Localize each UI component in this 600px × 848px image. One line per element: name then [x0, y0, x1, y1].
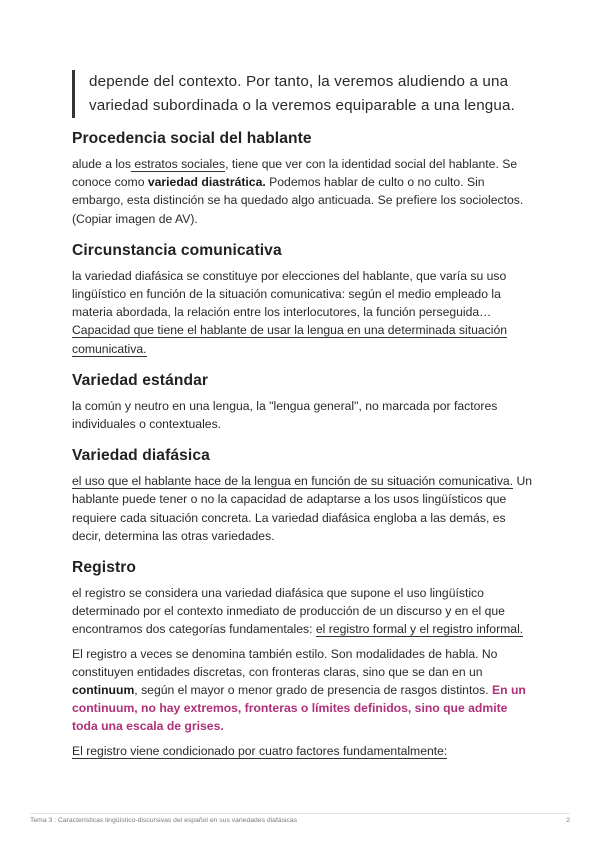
section-paragraph [72, 472, 534, 545]
section-circunstancia [72, 242, 534, 358]
blockquote [72, 70, 559, 118]
footer-title: Tema 3 : Características lingüístico-discursivas del español en sus variedades diafásicas [30, 817, 298, 824]
underlined-lead-in: El registro viene condicionado por cuatro factores fundamentalmente: [72, 743, 448, 758]
section-registro [72, 559, 534, 760]
text-run: alude a los [72, 157, 131, 171]
section-title: Variedad diafásica [72, 447, 210, 465]
page-footer [30, 813, 570, 824]
highlighted-note: En un continuum, no hay extremos, fronteras o límites definidos, sino que admite toda una escala de grises. [72, 683, 526, 734]
section-title: Procedencia social del hablante [72, 130, 312, 147]
section-paragraph [72, 584, 534, 639]
section-title: Circunstancia comunicativa [72, 241, 282, 259]
section-diafasica [72, 447, 534, 545]
section-paragraph: la común y neutro en una lengua, la "lengua general", no marcada por factores individuales o contextuales. [72, 398, 498, 432]
quote-line-1: depende del contexto. Por tanto, la veremos aludiendo a una [89, 73, 509, 90]
text-run: Un hablante puede tener o no la capacidad de adaptarse a los usos lingüísticos que requiere cada situación concreta. La variedad diafásica engloba a las demás, es decir, determina las otras variedades. [72, 474, 533, 543]
text-run: El registro a veces se denomina también estilo. Son modalidades de habla. No constituyen entidades discretas, con fronteras claras, sino que se dan en un [72, 646, 498, 679]
underlined-definition: el uso que el hablante hace de la lengua en función de su situación comunicativa. [72, 474, 514, 489]
text-run: la variedad diafásica se constituye por elecciones del hablante, que varía su uso lingüístico en función de la situación comunicativa: según el medio empleado la materia abordada, la relación entre los interlocutores, la función perseguida… [72, 268, 507, 320]
text-run: el registro se considera una variedad diafásica que supone el uso lingüístico determinado por el contexto inmediato de producción de un discurso y en el que encontramos dos categorías fundamentales: [72, 586, 505, 637]
bold-term: continuum [72, 683, 135, 698]
main-content [72, 130, 534, 774]
section-paragraph [72, 267, 534, 358]
section-title: Variedad estándar [72, 371, 209, 389]
text-run: Podemos hablar de culto o no culto. Sin embargo, esta distinción se ha quedado algo anticuada. Se prefiere los sociolectos. (Copiar imagen de AV). [72, 175, 524, 226]
section-procedencia [72, 130, 534, 228]
quote-line-2: variedad subordinada o la veremos equiparable a una lengua. [89, 97, 515, 114]
section-paragraph [72, 645, 534, 736]
section-estandar [72, 372, 534, 433]
text-run: , según el mayor o menor grado de presencia de rasgos distintos. [134, 683, 492, 698]
underlined-categories: el registro formal y el registro informal. [315, 622, 524, 637]
page-number: 2 [566, 817, 570, 824]
estratos-sociales-link[interactable]: estratos sociales [130, 157, 226, 171]
section-paragraph [72, 155, 534, 228]
section-title: Registro [72, 559, 137, 577]
section-paragraph [72, 742, 534, 760]
bold-term: variedad diastrática. [147, 175, 266, 190]
text-run: , tiene que ver con la identidad social del hablante. Se conoce como [72, 157, 518, 190]
underlined-definition: Capacidad que tiene el hablante de usar la lengua en una determinada situación comunicativa. [72, 323, 508, 356]
